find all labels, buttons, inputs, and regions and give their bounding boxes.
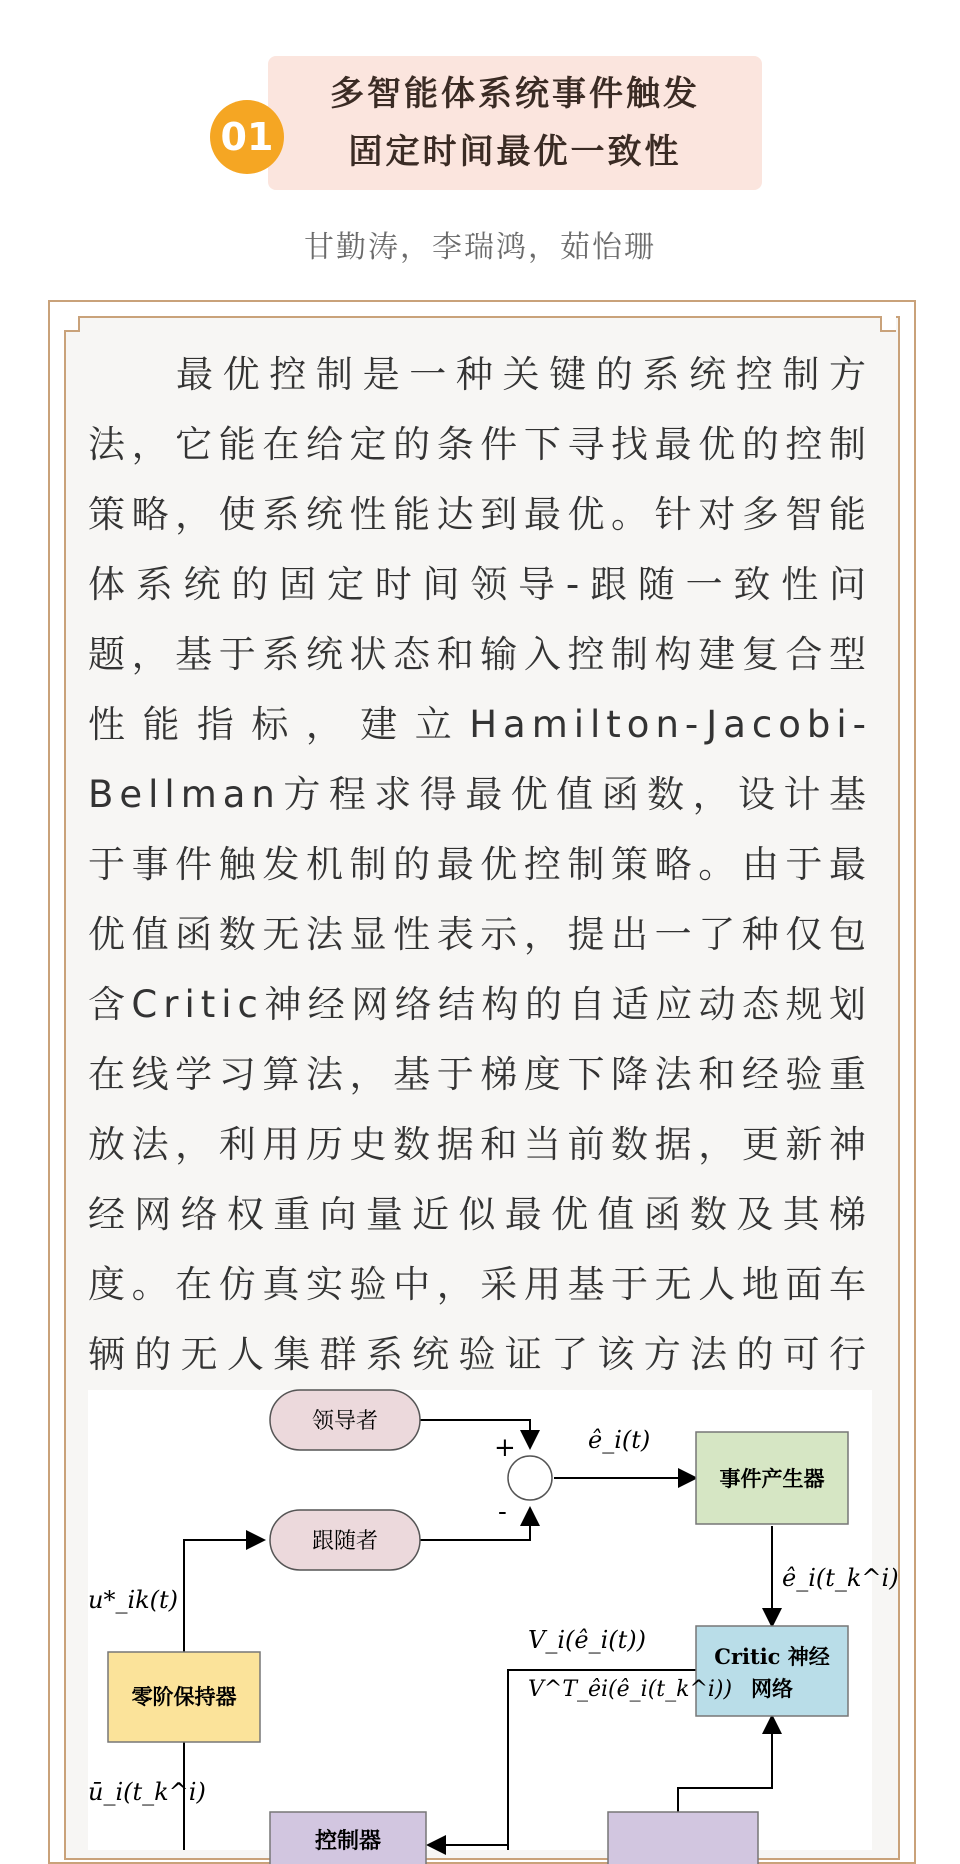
article-header — [0, 56, 960, 196]
system-diagram — [88, 1390, 899, 1854]
value-gradient-label: V^T_êi(ê_i(t_k^i)) — [528, 1677, 733, 1702]
value-function-label: V_i(ê_i(t)) — [528, 1626, 646, 1654]
controller-label: 控制器 — [314, 1828, 382, 1854]
trigger-time-node — [608, 1812, 758, 1864]
abstract-text: 最优控制是一种关键的系统控制方法，它能在给定的条件下寻找最优的控制策略，使系统性能达到最优。针对多智能体系统的固定时间领导-跟随一致性问题，基于系统状态和输入控制构建复合型性能指标，建立Hamilton-Jacobi-Bellman方程求得最优值函数，设计基于事件触发机制的最优控制策略。由于最优值函数无法显性表示，提出一了种仅包含Critic神经网络结构的自适应动态规划在线学习算法，基于梯度下降法和经验重放法，利用历史数据和当前数据，更新神经网络权重向量近似最优值函数及其梯度。在仿真实验中，采用基于无人地面车辆的无人集群系统验证了该方法的可行 — [88, 353, 872, 1376]
sampled-error-label: ê_i(t_k^i) — [782, 1564, 899, 1592]
critic-network-node — [696, 1626, 848, 1716]
frame-corner-ornament — [64, 316, 80, 332]
title-banner — [268, 56, 762, 190]
critic-label-line2: 网络 — [751, 1676, 793, 1701]
follower-label: 跟随者 — [311, 1529, 379, 1554]
author-list: 甘勤涛，李瑞鸿，茹怡珊 — [304, 230, 656, 265]
error-signal-label: ê_i(t) — [588, 1426, 651, 1454]
event-generator-label: 事件产生器 — [719, 1466, 825, 1491]
leader-label: 领导者 — [311, 1409, 379, 1434]
plus-sign: + — [494, 1433, 516, 1463]
critic-label-line1: Critic 神经 — [714, 1644, 830, 1669]
zero-order-hold-label: 零阶保持器 — [131, 1684, 237, 1709]
article-title-line2: 固定时间最优一致性 — [348, 132, 682, 172]
article-title-line1: 多智能体系统事件触发 — [330, 74, 700, 114]
minus-sign: - — [498, 1497, 507, 1527]
frame-corner-ornament — [880, 316, 896, 332]
held-control-label: ū_i(t_k^i) — [88, 1778, 206, 1806]
article-number-badge: 01 — [210, 100, 284, 174]
diagram-connectors — [184, 1420, 772, 1850]
optimal-control-label: u*_ik(t) — [88, 1586, 179, 1614]
